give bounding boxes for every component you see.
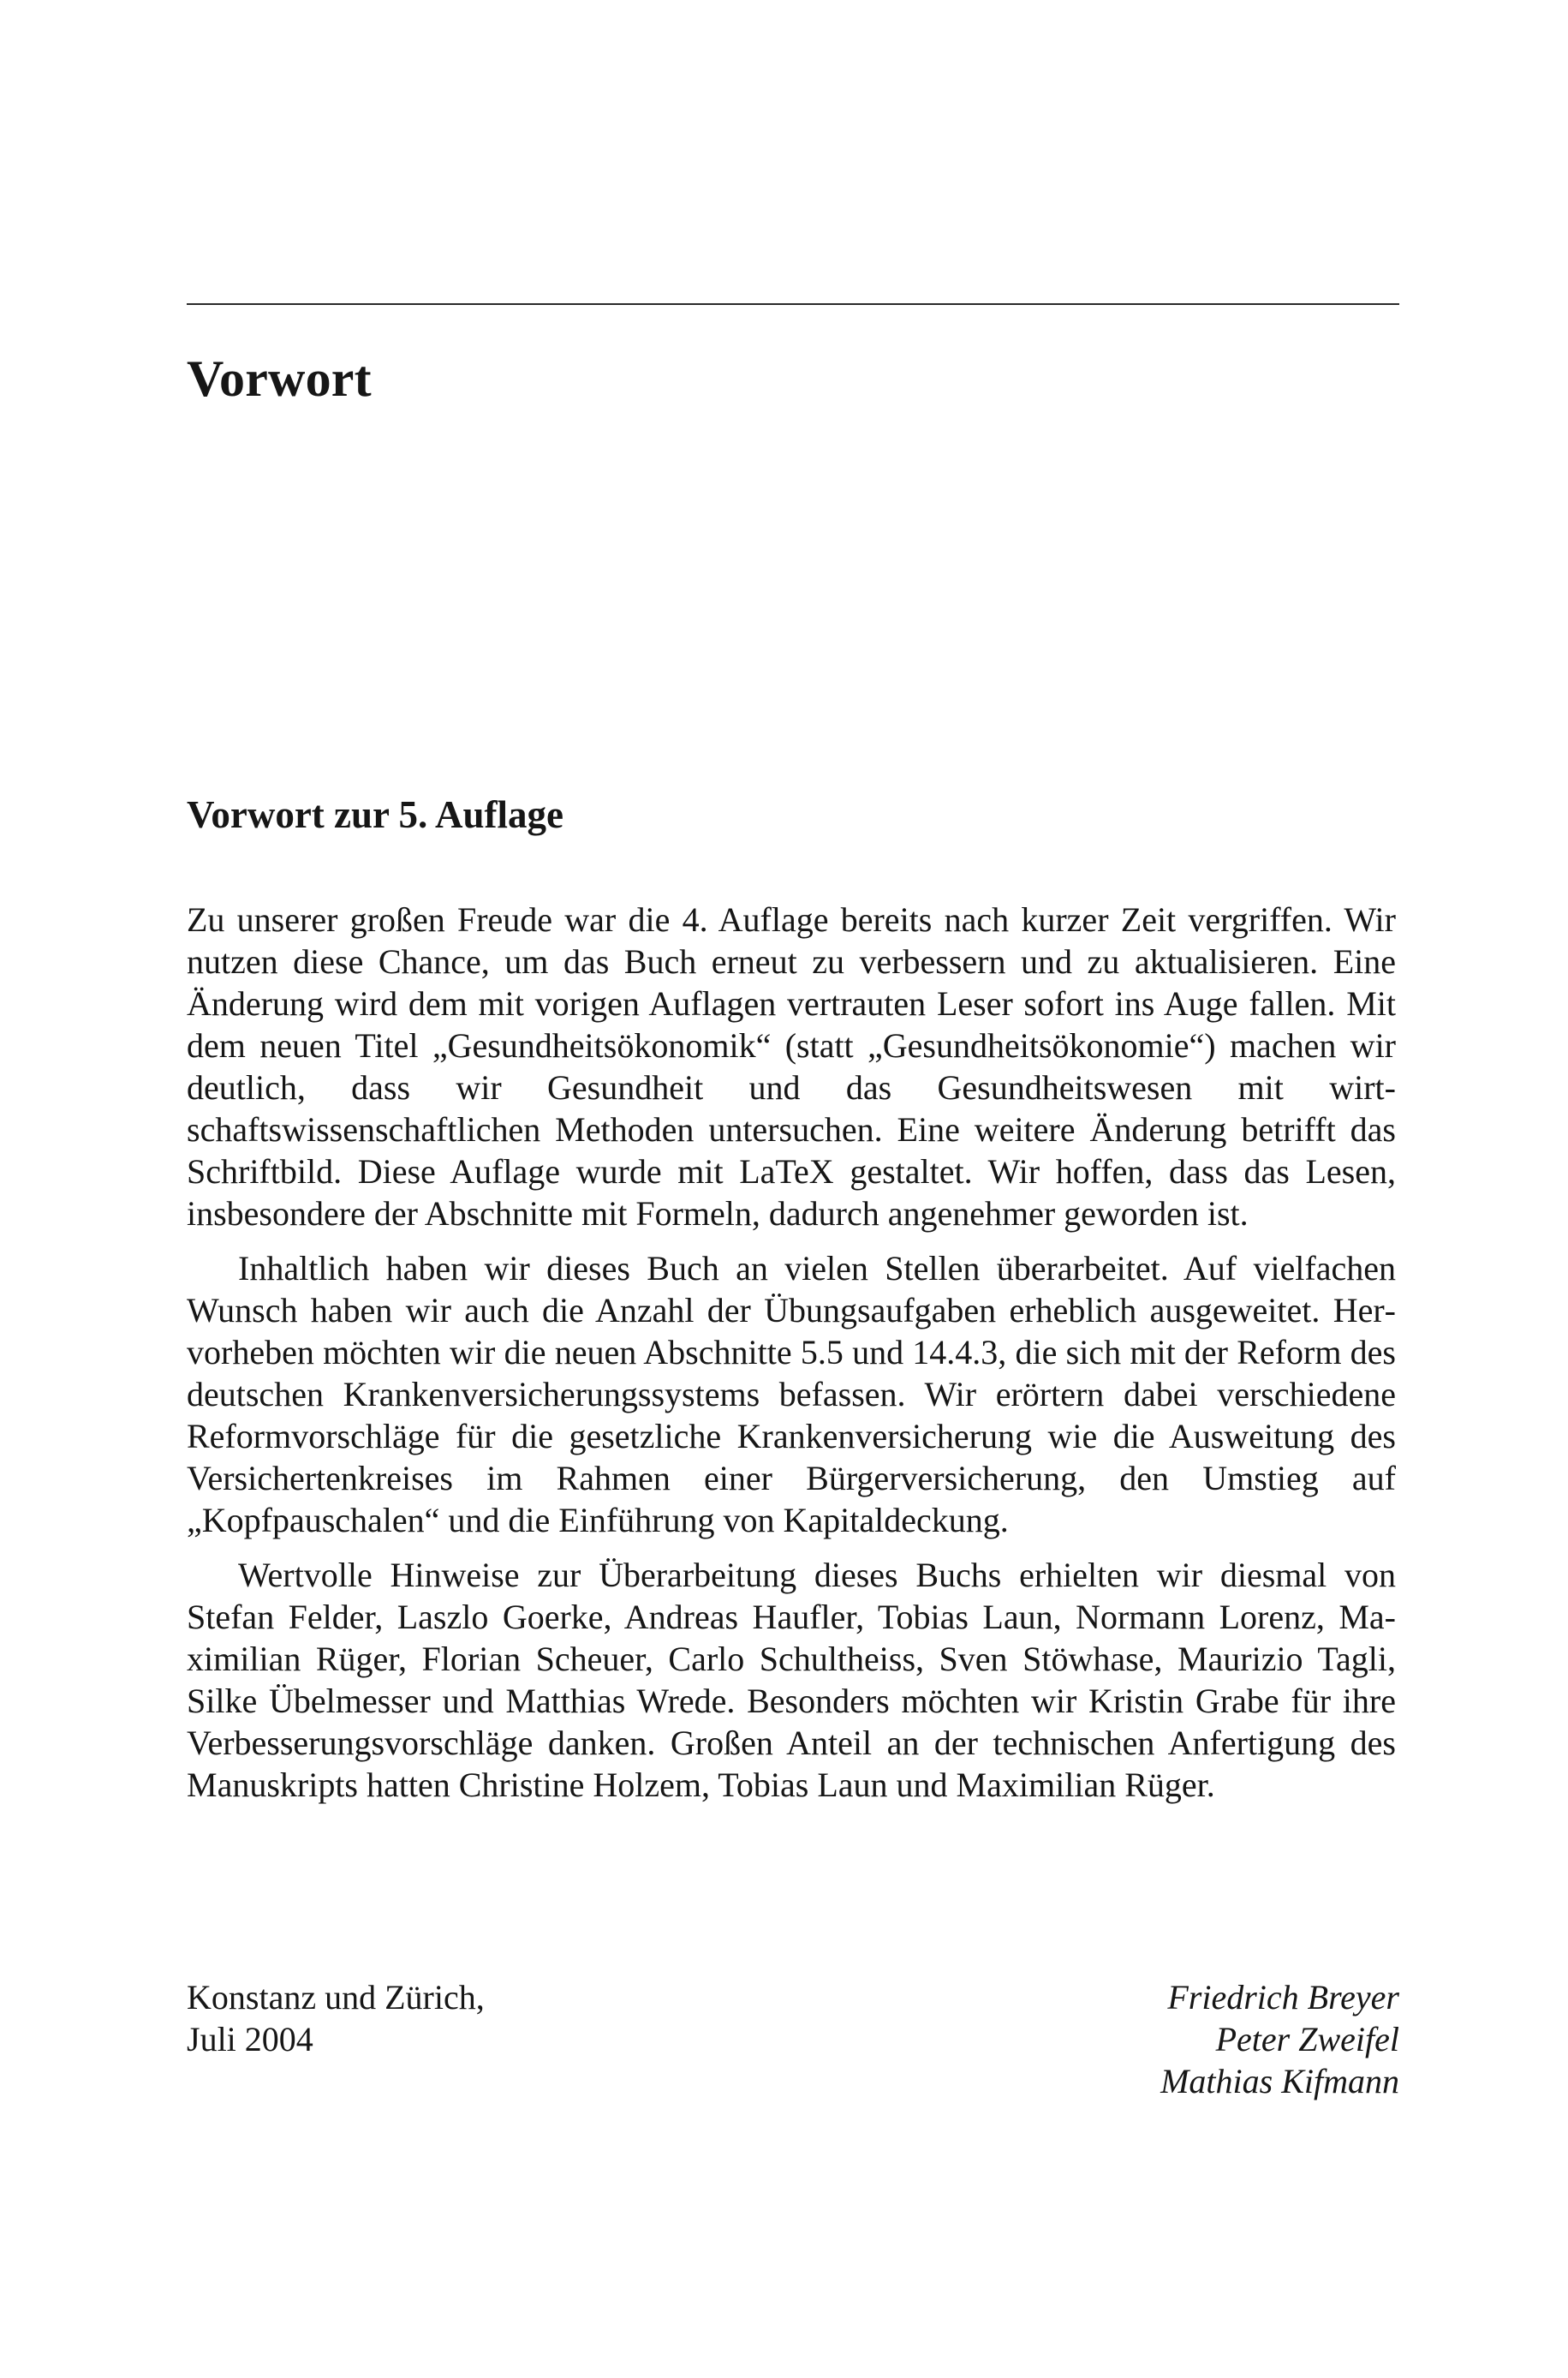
author-name: Friedrich Breyer xyxy=(1167,1978,1399,2017)
closing-date: Juli 2004 xyxy=(187,2020,313,2058)
paragraph-2: Inhaltlich haben wir dieses Buch an vielen Stellen überarbeitet. Auf vielfachen Wunsch haben wir auch die Anzahl der Übungsaufgaben erheblich ausgeweitet. Hervorheben möchten wir die neuen Abschnitte 5.5 und 14.4.3, die sich mit der Reform des deutschen Krankenversicherungssystems befassen. Wir erörtern dabei verschiedene Reformvorschläge für die gesetzliche Krankenversicherung wie die Ausweitung des Versichertenkreises im Rahmen einer Bürgerversicherung, den Umstieg auf „Kopfpauschalen“ und die Einführung von Kapitaldeckung. xyxy=(187,1249,1396,1539)
place-date xyxy=(187,1976,485,2060)
section-title: Vorwort zur 5. Auflage xyxy=(187,793,563,836)
preface-body xyxy=(187,899,1396,1819)
author-name: Mathias Kifmann xyxy=(1160,2062,1399,2100)
author-name: Peter Zweifel xyxy=(1215,2020,1399,2058)
chapter-rule xyxy=(187,303,1399,305)
closing-place: Konstanz und Zürich, xyxy=(187,1978,485,2017)
paragraph-3: Wertvolle Hinweise zur Überarbeitung dieses Buchs erhielten wir diesmal von Stefan Felder, Laszlo Goerke, Andreas Haufler, Tobias Laun, Normann Lorenz, Maximilian Rüger, Florian Scheuer, Carlo Schultheiss, Sven Stöwhase, Maurizio Tagli, Silke Übelmesser und Matthias Wrede. Besonders möchten wir Kristin Grabe für ihre Verbesserungsvorschläge danken. Großen Anteil an der technischen Anfertigung des Manuskripts hatten Christine Holzem, Tobias Laun und Maximilian Rüger. xyxy=(187,1556,1396,1804)
paragraph-1: Zu unserer großen Freude war die 4. Auflage bereits nach kurzer Zeit vergriffen. Wir nutzen diese Chance, um das Buch erneut zu verbessern und zu aktualisieren. Eine Änderung wird dem mit vorigen Auflagen vertrauten Leser sofort ins Auge fallen. Mit dem neuen Titel „Gesundheitsökonomik“ (statt „Gesundheitsökonomie“) machen wir deutlich, dass wir Gesundheit und das Gesundheitswesen mit wirtschaftswissenschaftlichen Methoden untersuchen. Eine weitere Änderung betrifft das Schriftbild. Diese Auflage wurde mit LaTeX gestaltet. Wir hoffen, dass das Lesen, insbesondere der Abschnitte mit Formeln, dadurch angenehmer geworden ist. xyxy=(187,900,1396,1233)
chapter-title: Vorwort xyxy=(187,350,372,407)
author-list xyxy=(1160,1976,1399,2102)
